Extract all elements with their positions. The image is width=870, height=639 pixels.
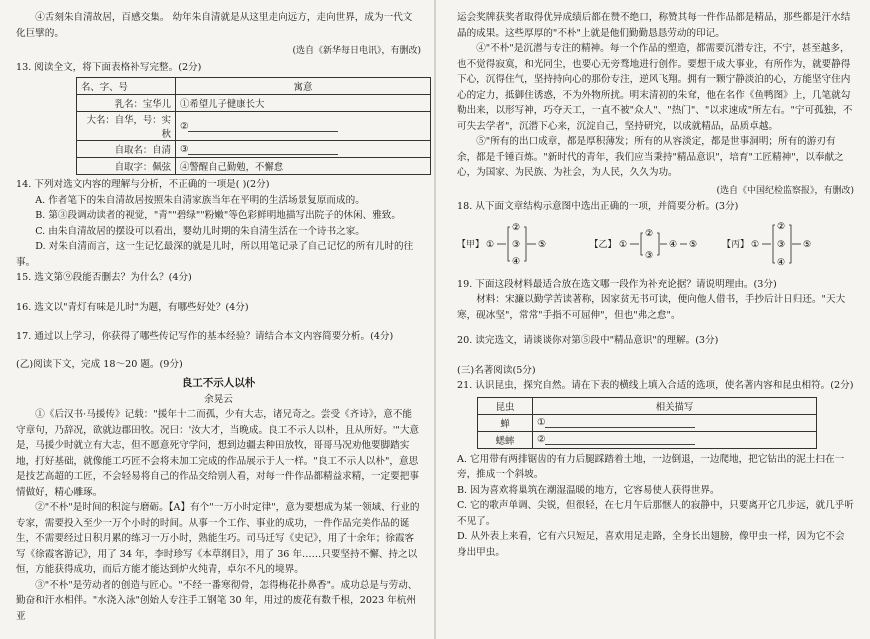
diagram-label: 【丙】 (721, 240, 749, 250)
table-header: 相关描写 (533, 397, 817, 414)
question-13: 13. 阅读全文，将下面表格补写完整。(2分) (16, 61, 202, 73)
intro-paragraph: ④舌刻朱自清故居，百感交集。 幼年朱自清就是从这里走向远方，走向世界，成为一代文化巨擘的。 (16, 12, 413, 39)
table-cell: 大名：自华，号：实秋 (77, 112, 176, 141)
source-note-1: (选自《新华每日电讯》，有删改) (292, 46, 421, 56)
diagram-jia (457, 219, 589, 269)
table-cell: 自取名：自清 (77, 141, 176, 158)
table-header: 昆虫 (478, 397, 533, 414)
svg-text:④: ④ (776, 257, 786, 268)
source-note-2: (选自《中国纪检监察报》，有删改) (716, 185, 854, 196)
svg-text:③: ③ (512, 239, 521, 250)
table-21 (477, 397, 817, 449)
table-cell: 乳名：宝华儿 (77, 95, 176, 112)
table-cell: ①希望儿子健康长大 (176, 95, 431, 112)
essay-paragraph-3: ③"不朴"是劳动者的创造与匠心。"不经一番寒彻骨，怎得梅花扑鼻香"。成功总是与劳动、勤奋和汗水相伴。"水浇入泳"创始人专注手工钢笔 30 年，用过的废花有数千根，2023 年杭州亚 (16, 579, 418, 622)
svg-text:②: ② (776, 221, 786, 232)
essay-title: 良工不示人以朴 (181, 377, 256, 389)
option-21-c: C. 它的歌声单调、尖锐，但很轻，在七月午后那惬人的寂静中，只要离开它几步远，就几乎听不见了。 (457, 500, 854, 527)
svg-text:②: ② (512, 222, 521, 233)
answer-label: ② (180, 120, 189, 132)
essay-paragraph-2: ②"不朴"是时间的积淀与磨砺。【A】有个"一万小时定律"，意为要想成为某一领域、行业的专家，需要投入至少一万个小时的时间。从事一个工作、事业的成功，一件作品完美作品的诞生，不需要经过日积月累的练习一万小时，熟能生巧。司马迁写《史记》，用了十余年；徐霞客写《徐霞客游记》，用了 34 年，李时珍写《本草纲目》，用了 36 年……只要坚持不懈、持之以恒，方能获得成功，而后方能才能达到炉火纯青，卓尔不凡的境界。 (16, 502, 420, 575)
question-19-material: 材料：宋濂以勤学苦读著称，因家贫无书可读，便向他人借书，手抄后计日归还。"天大寒，砚冰坚"，常常"手指不可屈伸"，但也"弗之怠"。 (457, 294, 846, 321)
answer-line[interactable] (545, 417, 695, 428)
question-16: 16. 选文以"青灯有味是儿时"为题，有哪些好处？(4分) (16, 301, 249, 313)
table-header: 名、字、号 (77, 78, 176, 95)
answer-line[interactable] (545, 434, 695, 445)
question-21: 21. 认识昆虫，探究自然。请在下表的横线上填入合适的选项，使名著内容和昆虫相符。(2分) (457, 380, 854, 391)
svg-text:①: ① (486, 239, 495, 250)
table-cell[interactable] (533, 431, 817, 448)
diagram-bing (722, 219, 854, 269)
table-cell: 蟋蟀 (478, 431, 533, 448)
option-21-b: B. 因为喜欢将巢筑在潮湿温暖的地方，它容易使人获得世界。 (457, 484, 720, 496)
svg-text:⑤: ⑤ (538, 239, 547, 250)
question-17: 17. 通过以上学习，你获得了哪些传记写作的基本经验？请结合本文内容简要分析。(4分) (16, 331, 394, 342)
option-14-a: A. 作者笔下的朱自清故居按照朱自清家族当年在平明的生活场景复原而成的。 (35, 194, 365, 206)
essay-paragraph-3-cont: 运会奖牌获奖者取得优异成绩后都在赞不绝口，称赞其每一件作品都是精品，那些都是汗水结晶的成果。这些厚厚的"不朴"上就是他们勤勤恳恳劳动的印记。 (457, 12, 851, 39)
answer-label: ② (537, 434, 546, 445)
svg-text:②: ② (644, 228, 653, 239)
answer-label: ① (537, 417, 546, 428)
option-21-a: A. 它用带有两排锯齿的有力后腿踩踏着土地，一边倒退，一边爬地，把它钻出的泥土扫在一旁，推成一个斜坡。 (457, 453, 845, 480)
table-header: 寓意 (176, 78, 431, 95)
option-14-c: C. 由朱自清故居的摆设可以看出，婴幼儿时期的朱自清生活在一个诗书之家。 (35, 225, 365, 237)
diagram-yi-svg (617, 219, 722, 269)
table-cell: ④警醒自己勤勉，不懈怠 (176, 158, 431, 175)
diagram-jia-svg (484, 219, 589, 269)
section-c-heading: (三)名著阅读(5分) (457, 364, 536, 376)
answer-line[interactable] (188, 144, 338, 155)
essay-paragraph-1: ①《后汉书·马援传》记载："援年十二而孤，少有大志，诸兄奇之。尝受《齐诗》，意不能守章句，乃辞况，欲就边郡田牧。况曰：'汝大才，当晚成。良工不示人以朴，且从所好。'"大意是，马援少时就立有大志，但不愿意死守学问，想到边疆去种田放牧，哥哥马况劝他要脚踏实地，打好基础，就像能工巧匠不会将未加工完成的作品展示于人一样。"良工不示人以朴"，意思是技艺高超的工匠，不会轻易将自己的作品交给别人看，对每一件作品都精益求精，一定要把事情做好，精心雕琢。 (16, 409, 420, 498)
question-18: 18. 从下面文章结构示意图中选出正确的一项，并简要分析。(3分) (457, 201, 739, 212)
answer-line[interactable] (188, 121, 338, 132)
svg-text:①: ① (618, 239, 627, 250)
svg-text:③: ③ (776, 239, 786, 250)
option-14-b: B. 第③段调动读者的视觉，"青""碧绿""粉嫩"等色彩鲜明地描写出院子的休闲、雅致。 (35, 210, 401, 221)
svg-text:⑤: ⑤ (688, 239, 697, 250)
option-14-d: D. 对朱自清而言，这一生记忆最深的就是儿时，所以用笔记录了自己记忆的所有儿时的往事。 (16, 241, 414, 268)
diagram-yi (589, 219, 721, 269)
essay-paragraph-5: ⑤"所有的出口成章，都是厚积薄发；所有的从容淡定，都是世事洞明；所有的游刃有余，都是千锤百炼。"新时代的青年，我们应当秉持"精品意识"，培育"工匠精神"，以奉献之心，为国家、为民族、为社会，为人民，久久为功。 (457, 136, 844, 178)
question-19: 19. 下面这段材料最适合放在选文哪一段作为补充论据？请说明理由。(3分) (457, 278, 777, 290)
table-cell[interactable] (176, 112, 431, 141)
structure-diagrams (457, 219, 854, 269)
question-20: 20. 读完选文，请谈谈你对第⑤段中"精品意识"的理解。(3分) (457, 335, 719, 346)
table-cell: 自取字：佩弦 (77, 158, 176, 175)
svg-text:⑤: ⑤ (802, 239, 812, 250)
essay-paragraph-4: ④"不朴"是沉潜与专注的精神。每一个作品的塑造，都需要沉潜专注，不宁，甚至越多，也不觉得寂寞，和光同尘，也要心无旁骛地进行创作。要想干成大事业，有所作为，就要静得下心，沉得住气，坚持持向心的那份专注，逆风飞翔。拥有一颗宁静淡泊的心，方能坚守住内心的定力，抵御住诱惑，不为外物所扰。明末清初的朱耷，他在名作《鱼鸭图》上，几笔就勾勒出来，以形写神，巧夺天工，一直不被"众人"、"热门"、"以求速成"所左右。"宁可孤独，不可失去学者"，沉潜下心来，沉淀自己，坚持研究，以成就精品，品质卓越。 (457, 43, 853, 132)
table-cell[interactable] (533, 414, 817, 431)
diagram-label: 【甲】 (457, 240, 485, 250)
diagram-bing-svg (749, 219, 854, 269)
svg-text:④: ④ (512, 256, 521, 267)
table-cell[interactable] (176, 141, 431, 158)
svg-text:①: ① (750, 239, 760, 250)
table-cell: 蝉 (478, 414, 533, 431)
page-6 (435, 0, 870, 639)
diagram-label: 【乙】 (589, 240, 617, 250)
svg-text:③: ③ (644, 250, 653, 261)
answer-label: ③ (180, 143, 189, 155)
question-15: 15. 选文第⑨段能否删去？为什么？(4分) (16, 272, 192, 283)
svg-text:④: ④ (668, 239, 677, 250)
section-b-heading: (乙)阅读下文，完成 18～20 题。(9分) (16, 358, 183, 370)
question-14: 14. 下列对选文内容的理解与分析，不正确的一项是( )(2分) (16, 179, 270, 190)
table-13 (76, 77, 431, 175)
option-21-d: D. 从外表上来看，它有六只短足，喜欢用足走路，全身长出翅膀，像甲虫一样，因为它不会身出甲虫。 (457, 531, 845, 558)
essay-author: 余晃云 (204, 393, 233, 405)
